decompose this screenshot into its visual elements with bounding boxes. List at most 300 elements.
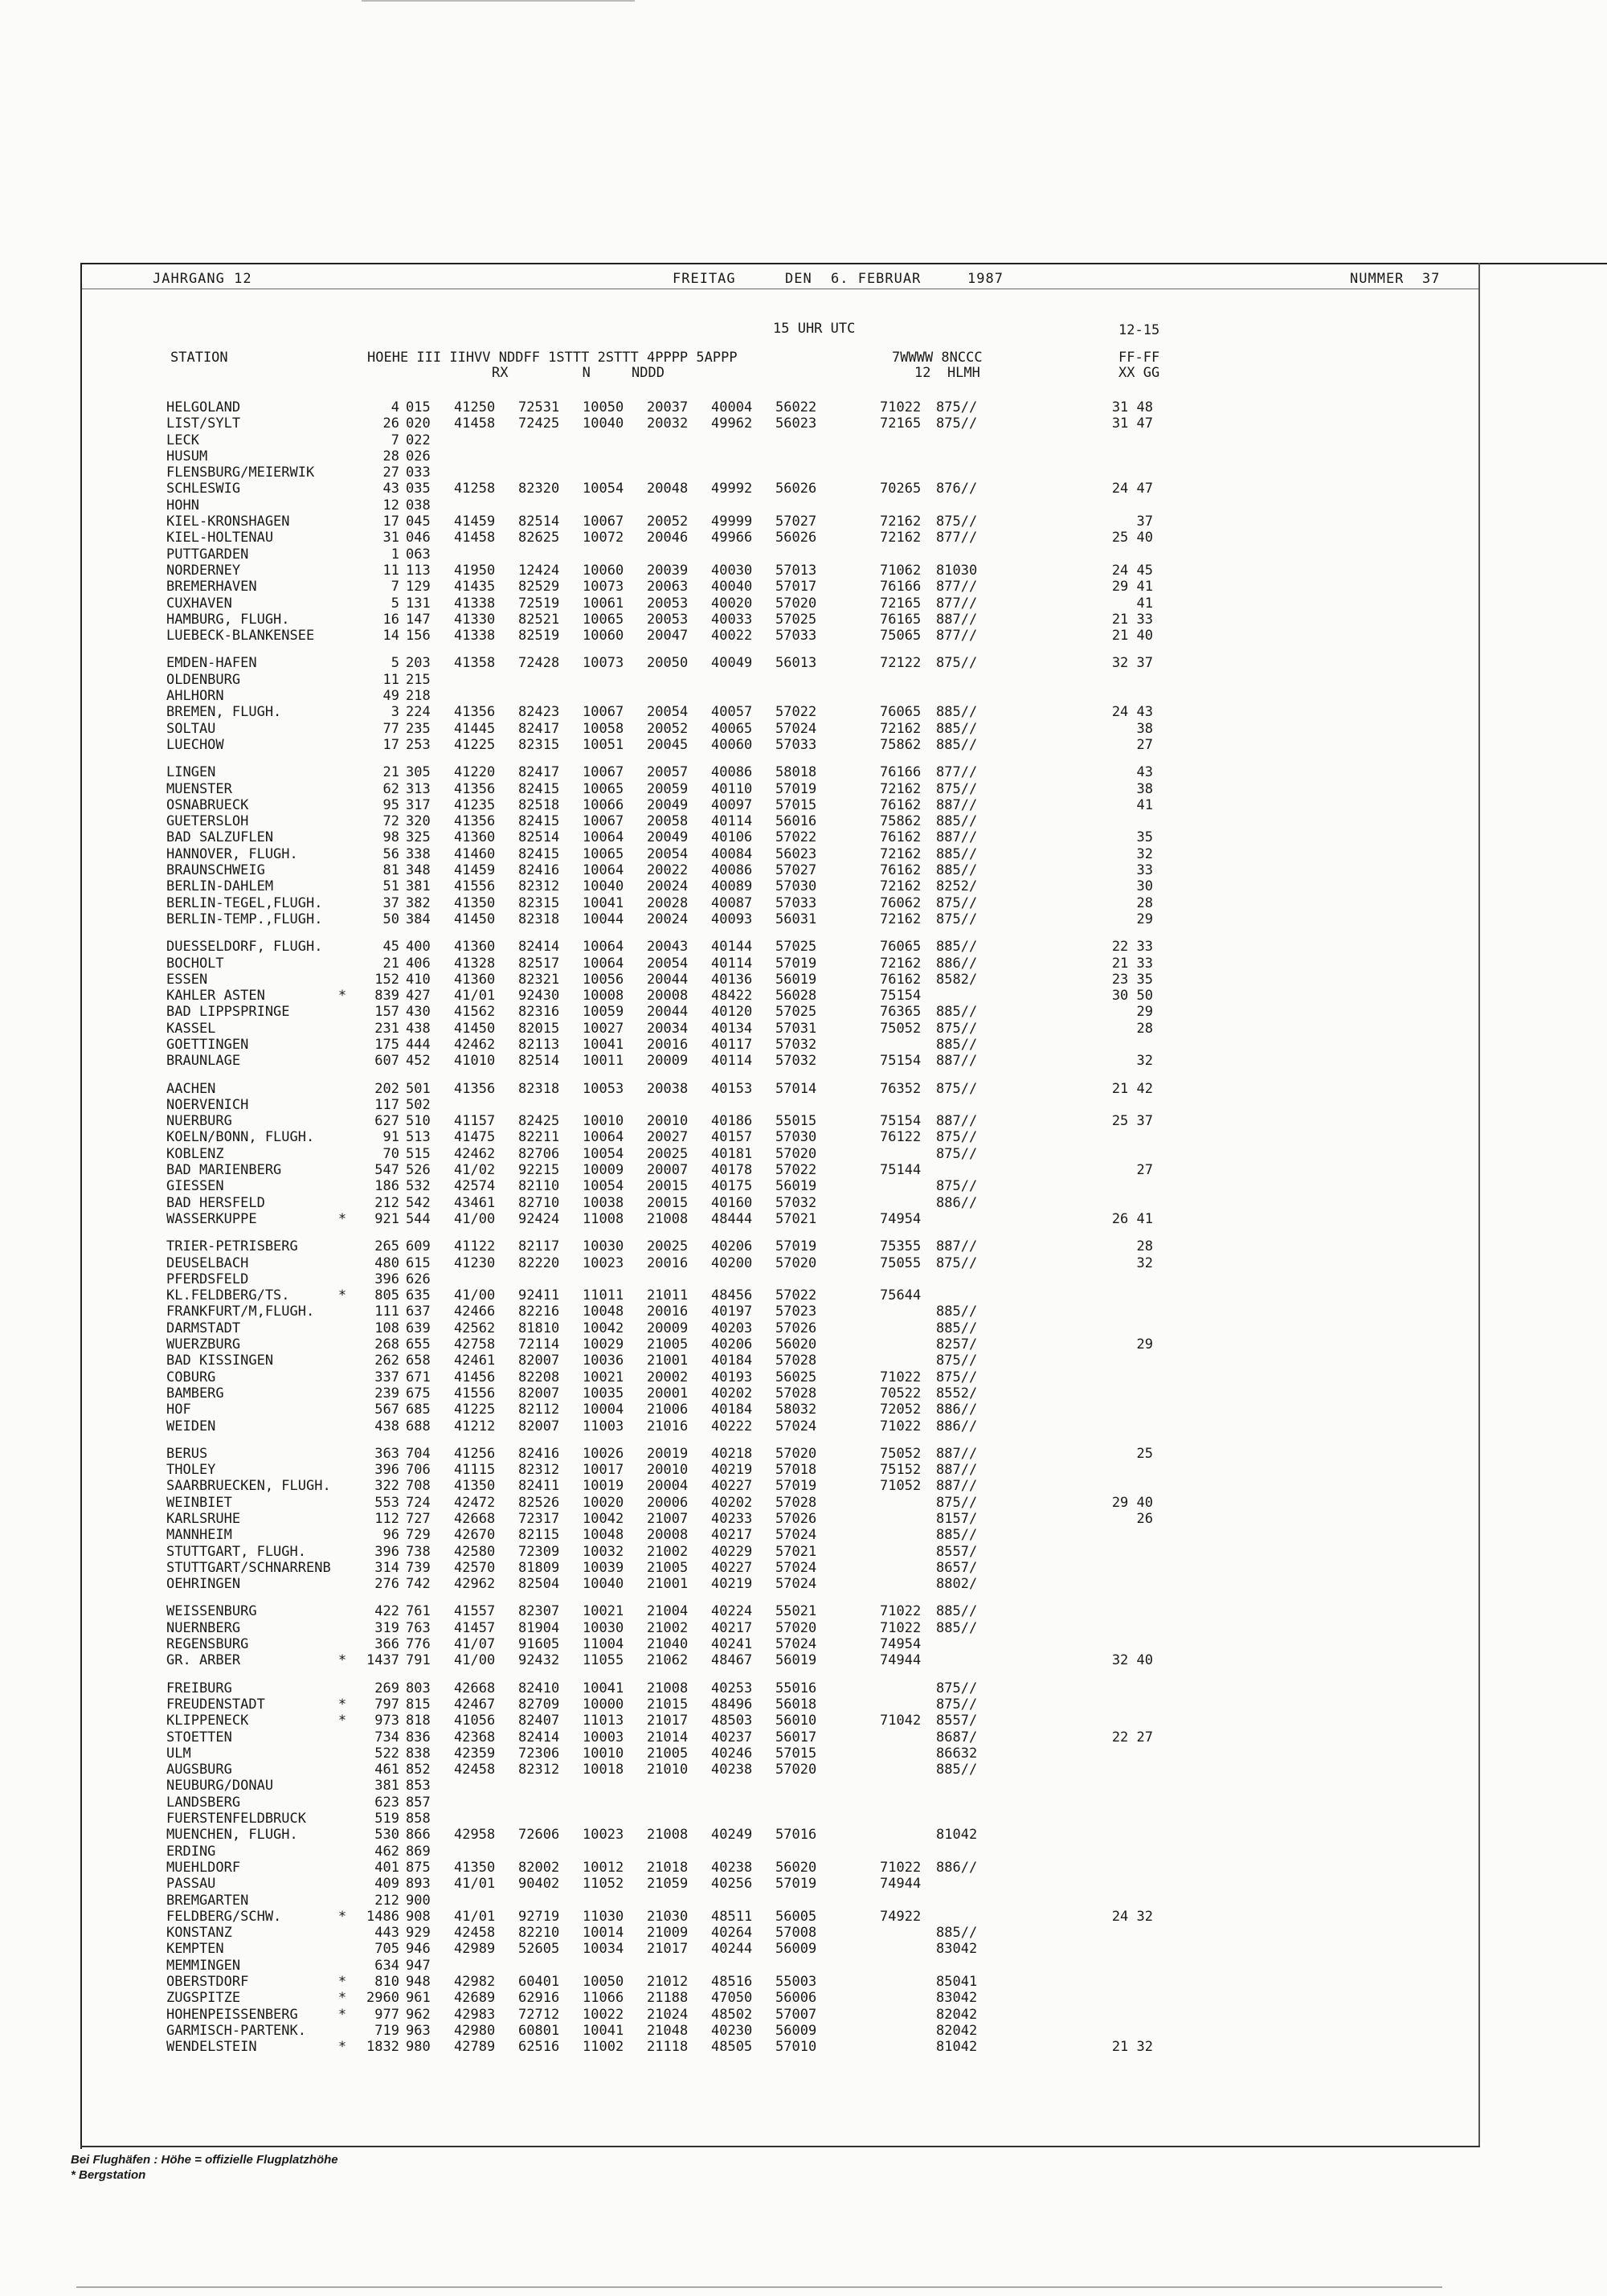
group-5appp: 57025 (775, 611, 817, 628)
gust-ff: 25 37 (1111, 1113, 1153, 1130)
gust-ff: 32 (1136, 1254, 1153, 1271)
group-4pppp: 49962 (711, 415, 753, 432)
group-4pppp: 48456 (711, 1287, 753, 1304)
group-7wwww: 71022 (880, 1418, 922, 1434)
mountain-marker: * (337, 1287, 347, 1304)
group-nddff: 82518 (518, 796, 560, 813)
group-5appp: 57017 (775, 579, 817, 595)
group-iihvv: 41356 (454, 1080, 496, 1097)
group-4pppp: 40030 (711, 562, 753, 579)
height: 72 (382, 813, 399, 830)
group-4pppp: 40227 (711, 1559, 753, 1576)
group-5appp: 57015 (775, 796, 817, 813)
group-7wwww: 76365 (880, 1004, 922, 1021)
height: 553 (374, 1494, 399, 1511)
group-4pppp: 40184 (711, 1402, 753, 1418)
station-number: 526 (406, 1162, 431, 1179)
station-name: AHLHORN (166, 688, 224, 705)
table-row (82, 1081, 1480, 1097)
table-row (82, 1037, 1480, 1053)
group-8nccc: 887// (936, 1445, 978, 1462)
station-number: 203 (406, 655, 431, 672)
group-nddff: 82407 (518, 1713, 560, 1729)
group-1sttt: 10000 (583, 1696, 624, 1713)
group-iihvv: 41/00 (454, 1210, 496, 1227)
height: 719 (374, 2022, 399, 2039)
group-iihvv: 41458 (454, 530, 496, 546)
height: 381 (374, 1778, 399, 1795)
table-row (82, 1680, 1480, 1696)
group-1sttt: 10012 (583, 1859, 624, 1876)
group-2sttt: 20046 (647, 530, 689, 546)
group-8nccc: 83042 (936, 1941, 978, 1958)
station-number: 338 (406, 845, 431, 862)
group-1sttt: 10009 (583, 1162, 624, 1179)
group-1sttt: 10042 (583, 1320, 624, 1336)
group-2sttt: 20034 (647, 1020, 689, 1037)
height: 443 (374, 1925, 399, 1942)
group-1sttt: 11008 (583, 1210, 624, 1227)
group-2sttt: 21017 (647, 1713, 689, 1729)
station-number: 215 (406, 671, 431, 688)
station-name: COBURG (166, 1369, 216, 1385)
station-number: 869 (406, 1843, 431, 1860)
table-row (82, 1909, 1480, 1925)
group-7wwww: 72122 (880, 655, 922, 672)
group-4pppp: 40086 (711, 862, 753, 879)
mountain-marker: * (337, 1990, 347, 2007)
table-row (82, 911, 1480, 927)
height: 152 (374, 971, 399, 988)
height: 202 (374, 1080, 399, 1097)
height: 519 (374, 1811, 399, 1827)
station-name: SAARBRUECKEN, FLUGH. (166, 1478, 331, 1495)
group-5appp: 55015 (775, 1113, 817, 1130)
station-name: PASSAU (166, 1876, 216, 1893)
group-nddff: 82414 (518, 1729, 560, 1746)
group-1sttt: 10036 (583, 1353, 624, 1369)
table-row (82, 2023, 1480, 2039)
group-5appp: 57024 (775, 1576, 817, 1593)
table-row (82, 1893, 1480, 1909)
group-4pppp: 40093 (711, 911, 753, 927)
group-5appp: 57020 (775, 595, 817, 612)
station-name: MANNHEIM (166, 1527, 232, 1544)
group-7wwww: 72162 (880, 845, 922, 862)
table-row (82, 1576, 1480, 1592)
group-2sttt: 20025 (647, 1145, 689, 1162)
group-7wwww: 75154 (880, 1053, 922, 1070)
group-4pppp: 40222 (711, 1418, 753, 1434)
group-7wwww: 75055 (880, 1254, 922, 1271)
group-1sttt: 10050 (583, 1974, 624, 1991)
table-row (82, 595, 1480, 612)
group-2sttt: 21001 (647, 1576, 689, 1593)
station-name: LIST/SYLT (166, 415, 241, 432)
group-5appp: 56006 (775, 1990, 817, 2007)
group-2sttt: 21005 (647, 1745, 689, 1762)
height: 462 (374, 1843, 399, 1860)
group-8nccc: 886// (936, 1194, 978, 1211)
group-1sttt: 10044 (583, 911, 624, 927)
group-8nccc: 877// (936, 628, 978, 645)
height: 81 (382, 862, 399, 879)
table-row (82, 704, 1480, 720)
group-8nccc: 877// (936, 579, 978, 595)
group-iihvv: 41350 (454, 894, 496, 911)
station-name: MEMMINGEN (166, 1957, 241, 1974)
group-1sttt: 11002 (583, 2039, 624, 2056)
station-name: AUGSBURG (166, 1762, 232, 1778)
station-number: 406 (406, 955, 431, 972)
group-5appp: 57024 (775, 1559, 817, 1576)
group-4pppp: 40217 (711, 1619, 753, 1636)
group-iihvv: 41460 (454, 845, 496, 862)
group-4pppp: 40227 (711, 1478, 753, 1495)
group-5appp: 57022 (775, 829, 817, 846)
group-4pppp: 40114 (711, 1053, 753, 1070)
station-name: AACHEN (166, 1080, 216, 1097)
group-5appp: 57032 (775, 1194, 817, 1211)
group-5appp: 56028 (775, 988, 817, 1005)
height: 634 (374, 1957, 399, 1974)
table-row (82, 829, 1480, 845)
group-iihvv: 42462 (454, 1145, 496, 1162)
table-row (82, 1211, 1480, 1227)
group-iihvv: 41459 (454, 514, 496, 530)
station-number: 147 (406, 611, 431, 628)
group-5appp: 57022 (775, 1162, 817, 1179)
group-iihvv: 41556 (454, 1385, 496, 1402)
group-1sttt: 10030 (583, 1619, 624, 1636)
group-4pppp: 48444 (711, 1210, 753, 1227)
station-number: 063 (406, 546, 431, 563)
height: 2960 (366, 1990, 399, 2007)
group-1sttt: 10058 (583, 720, 624, 737)
group-8nccc: 885// (936, 1004, 978, 1021)
height: 977 (374, 2006, 399, 2023)
group-8nccc: 875// (936, 1680, 978, 1696)
gust-ff: 28 (1136, 1238, 1153, 1255)
group-4pppp: 40033 (711, 611, 753, 628)
height: 28 (382, 448, 399, 465)
group-5appp: 57020 (775, 1445, 817, 1462)
station-number: 384 (406, 911, 431, 927)
group-7wwww: 72162 (880, 911, 922, 927)
group-8nccc: 875// (936, 1696, 978, 1713)
station-number: 946 (406, 1941, 431, 1958)
group-8nccc: 886// (936, 1859, 978, 1876)
group-2sttt: 21001 (647, 1353, 689, 1369)
gust-ff: 31 48 (1111, 399, 1153, 415)
group-5appp: 57025 (775, 1004, 817, 1021)
group-1sttt: 11055 (583, 1652, 624, 1669)
station-number: 776 (406, 1636, 431, 1653)
station-number: 655 (406, 1336, 431, 1353)
group-1sttt: 10019 (583, 1478, 624, 1495)
group-5appp: 57010 (775, 2039, 817, 2056)
height: 973 (374, 1713, 399, 1729)
group-nddff: 82110 (518, 1178, 560, 1195)
group-2sttt: 21008 (647, 1680, 689, 1696)
table-row (82, 1304, 1480, 1320)
table-row (82, 1958, 1480, 1974)
group-2sttt: 20015 (647, 1178, 689, 1195)
height: 117 (374, 1096, 399, 1113)
group-8nccc: 875// (936, 514, 978, 530)
group-iihvv: 41225 (454, 1402, 496, 1418)
group-8nccc: 875// (936, 415, 978, 432)
station-number: 430 (406, 1004, 431, 1021)
station-name: GOETTINGEN (166, 1036, 249, 1053)
group-7wwww: 75154 (880, 1113, 922, 1130)
station-number: 532 (406, 1178, 431, 1195)
station-number: 791 (406, 1652, 431, 1669)
group-1sttt: 10056 (583, 971, 624, 988)
station-name: LANDSBERG (166, 1794, 241, 1811)
group-4pppp: 48511 (711, 1908, 753, 1925)
group-nddff: 82514 (518, 1053, 560, 1070)
group-iihvv: 41950 (454, 562, 496, 579)
group-iihvv: 41/01 (454, 1908, 496, 1925)
group-1sttt: 10008 (583, 988, 624, 1005)
group-4pppp: 40230 (711, 2022, 753, 2039)
group-7wwww: 74944 (880, 1876, 922, 1893)
height: 111 (374, 1304, 399, 1320)
gust-ff: 22 27 (1111, 1729, 1153, 1746)
height: 12 (382, 497, 399, 514)
group-2sttt: 21007 (647, 1511, 689, 1527)
station-number: 305 (406, 764, 431, 781)
group-7wwww: 72052 (880, 1402, 922, 1418)
gust-ff: 26 41 (1111, 1210, 1153, 1227)
group-2sttt: 20059 (647, 780, 689, 797)
height: 26 (382, 415, 399, 432)
station-number: 156 (406, 628, 431, 645)
gust-ff: 29 40 (1111, 1494, 1153, 1511)
group-iihvv: 41360 (454, 829, 496, 846)
group-7wwww: 74922 (880, 1908, 922, 1925)
group-2sttt: 21048 (647, 2022, 689, 2039)
group-4pppp: 40238 (711, 1762, 753, 1778)
group-1sttt: 10073 (583, 655, 624, 672)
group-4pppp: 40144 (711, 939, 753, 956)
gust-ff: 21 42 (1111, 1080, 1153, 1097)
station-number: 400 (406, 939, 431, 956)
group-5appp: 57013 (775, 562, 817, 579)
station-group (82, 1680, 1480, 2056)
height: 37 (382, 894, 399, 911)
station-name: DARMSTADT (166, 1320, 241, 1336)
group-5appp: 57031 (775, 1020, 817, 1037)
group-iihvv: 42580 (454, 1543, 496, 1560)
group-iihvv: 42980 (454, 2022, 496, 2039)
group-5appp: 57021 (775, 1210, 817, 1227)
station-name: PUTTGARDEN (166, 546, 249, 563)
group-nddff: 60401 (518, 1974, 560, 1991)
group-nddff: 81809 (518, 1559, 560, 1576)
station-number: 320 (406, 813, 431, 830)
group-1sttt: 10067 (583, 813, 624, 830)
group-5appp: 56017 (775, 1729, 817, 1746)
height: 839 (374, 988, 399, 1005)
height: 5 (391, 595, 399, 612)
station-name: LUEBECK-BLANKENSEE (166, 628, 315, 645)
table-row (82, 988, 1480, 1004)
gust-ff: 41 (1136, 595, 1153, 612)
height: 21 (382, 955, 399, 972)
group-4pppp: 40136 (711, 971, 753, 988)
group-4pppp: 40060 (711, 736, 753, 753)
group-nddff: 62916 (518, 1990, 560, 2007)
station-name: PFERDSFELD (166, 1271, 249, 1287)
group-nddff: 82208 (518, 1369, 560, 1385)
group-nddff: 12424 (518, 562, 560, 579)
group-nddff: 82320 (518, 481, 560, 497)
height: 363 (374, 1445, 399, 1462)
group-7wwww: 76065 (880, 939, 922, 956)
group-nddff: 82416 (518, 1445, 560, 1462)
group-nddff: 92719 (518, 1908, 560, 1925)
group-5appp: 57015 (775, 1745, 817, 1762)
group-7wwww: 76122 (880, 1129, 922, 1146)
group-2sttt: 21118 (647, 2039, 689, 2056)
report-header (82, 271, 1607, 289)
table-row (82, 939, 1480, 955)
group-1sttt: 10027 (583, 1020, 624, 1037)
station-number: 706 (406, 1462, 431, 1479)
group-1sttt: 10030 (583, 1238, 624, 1255)
group-2sttt: 20039 (647, 562, 689, 579)
group-1sttt: 11004 (583, 1636, 624, 1653)
height: 438 (374, 1418, 399, 1434)
station-number: 708 (406, 1478, 431, 1495)
group-5appp: 57030 (775, 1129, 817, 1146)
group-nddff: 72425 (518, 415, 560, 432)
group-8nccc: 875// (936, 1369, 978, 1385)
group-7wwww: 75144 (880, 1162, 922, 1179)
station-name: BREMEN, FLUGH. (166, 704, 282, 721)
group-iihvv: 41230 (454, 1254, 496, 1271)
station-number: 761 (406, 1603, 431, 1620)
group-5appp: 57024 (775, 1527, 817, 1544)
height: 70 (382, 1145, 399, 1162)
group-8nccc: 8687/ (936, 1729, 978, 1746)
group-4pppp: 48496 (711, 1696, 753, 1713)
station-number: 502 (406, 1096, 431, 1113)
group-iihvv: 41010 (454, 1053, 496, 1070)
gust-ff: 30 (1136, 878, 1153, 895)
group-nddff: 92411 (518, 1287, 560, 1304)
height: 422 (374, 1603, 399, 1620)
height: 1 (391, 546, 399, 563)
station-name: STUTTGART, FLUGH. (166, 1543, 306, 1560)
group-1sttt: 10060 (583, 562, 624, 579)
group-4pppp: 40217 (711, 1527, 753, 1544)
group-5appp: 57022 (775, 1287, 817, 1304)
group-2sttt: 21002 (647, 1543, 689, 1560)
group-nddff: 82321 (518, 971, 560, 988)
station-number: 838 (406, 1745, 431, 1762)
column-headings (82, 321, 1480, 385)
group-2sttt: 21062 (647, 1652, 689, 1669)
height: 314 (374, 1559, 399, 1576)
gust-heading-2: XX GG (1118, 365, 1160, 381)
height: 461 (374, 1762, 399, 1778)
station-name: WEINBIET (166, 1494, 232, 1511)
group-iihvv: 41122 (454, 1238, 496, 1255)
group-5appp: 57027 (775, 862, 817, 879)
group-iihvv: 41220 (454, 764, 496, 781)
station-number: 658 (406, 1353, 431, 1369)
group-5appp: 57027 (775, 514, 817, 530)
group-4pppp: 40237 (711, 1729, 753, 1746)
mountain-marker: * (337, 988, 347, 1005)
group-5appp: 57028 (775, 1353, 817, 1369)
height: 409 (374, 1876, 399, 1893)
group-iihvv: 42982 (454, 1974, 496, 1991)
gust-ff: 32 (1136, 1053, 1153, 1070)
station-heading: STATION (170, 350, 228, 366)
group-iihvv: 41225 (454, 736, 496, 753)
group-8nccc: 877// (936, 530, 978, 546)
gust-ff: 29 (1136, 1004, 1153, 1021)
group-7wwww: 72162 (880, 955, 922, 972)
group-5appp: 57030 (775, 878, 817, 895)
gust-ff: 41 (1136, 796, 1153, 813)
group-1sttt: 10021 (583, 1603, 624, 1620)
range-title: 12-15 (1118, 322, 1160, 338)
issue-number: NUMMER 37 (1350, 271, 1441, 287)
group-8nccc: 8157/ (936, 1511, 978, 1527)
gust-ff: 23 35 (1111, 971, 1153, 988)
gust-ff: 25 (1136, 1445, 1153, 1462)
group-5appp: 57024 (775, 720, 817, 737)
group-2sttt: 20063 (647, 579, 689, 595)
group-8nccc: 885// (936, 813, 978, 830)
gust-ff: 32 (1136, 845, 1153, 862)
group-2sttt: 20050 (647, 655, 689, 672)
group-7wwww: 75862 (880, 736, 922, 753)
station-name: GIESSEN (166, 1178, 224, 1195)
table-row (82, 1925, 1480, 1941)
group-8nccc: 886// (936, 1418, 978, 1434)
group-4pppp: 40160 (711, 1194, 753, 1211)
table-row (82, 1195, 1480, 1211)
group-1sttt: 10064 (583, 862, 624, 879)
group-8nccc: 885// (936, 1619, 978, 1636)
station-name: MUEHLDORF (166, 1859, 241, 1876)
group-2sttt: 20024 (647, 878, 689, 895)
group-5appp: 58032 (775, 1402, 817, 1418)
station-number: 688 (406, 1418, 431, 1434)
group-2sttt: 20052 (647, 720, 689, 737)
group-1sttt: 10034 (583, 1941, 624, 1958)
group-2sttt: 20019 (647, 1445, 689, 1462)
group-4pppp: 40197 (711, 1304, 753, 1320)
mountain-marker: * (337, 1974, 347, 1991)
station-group (82, 1081, 1480, 1228)
group-8nccc: 887// (936, 1113, 978, 1130)
group-5appp: 56018 (775, 1696, 817, 1713)
height: 17 (382, 736, 399, 753)
group-8nccc: 8252/ (936, 878, 978, 895)
group-iihvv: 42467 (454, 1696, 496, 1713)
group-4pppp: 40097 (711, 796, 753, 813)
group-7wwww: 76162 (880, 829, 922, 846)
station-name: KLIPPENECK (166, 1713, 249, 1729)
volume-label: JAHRGANG 12 (153, 271, 252, 287)
